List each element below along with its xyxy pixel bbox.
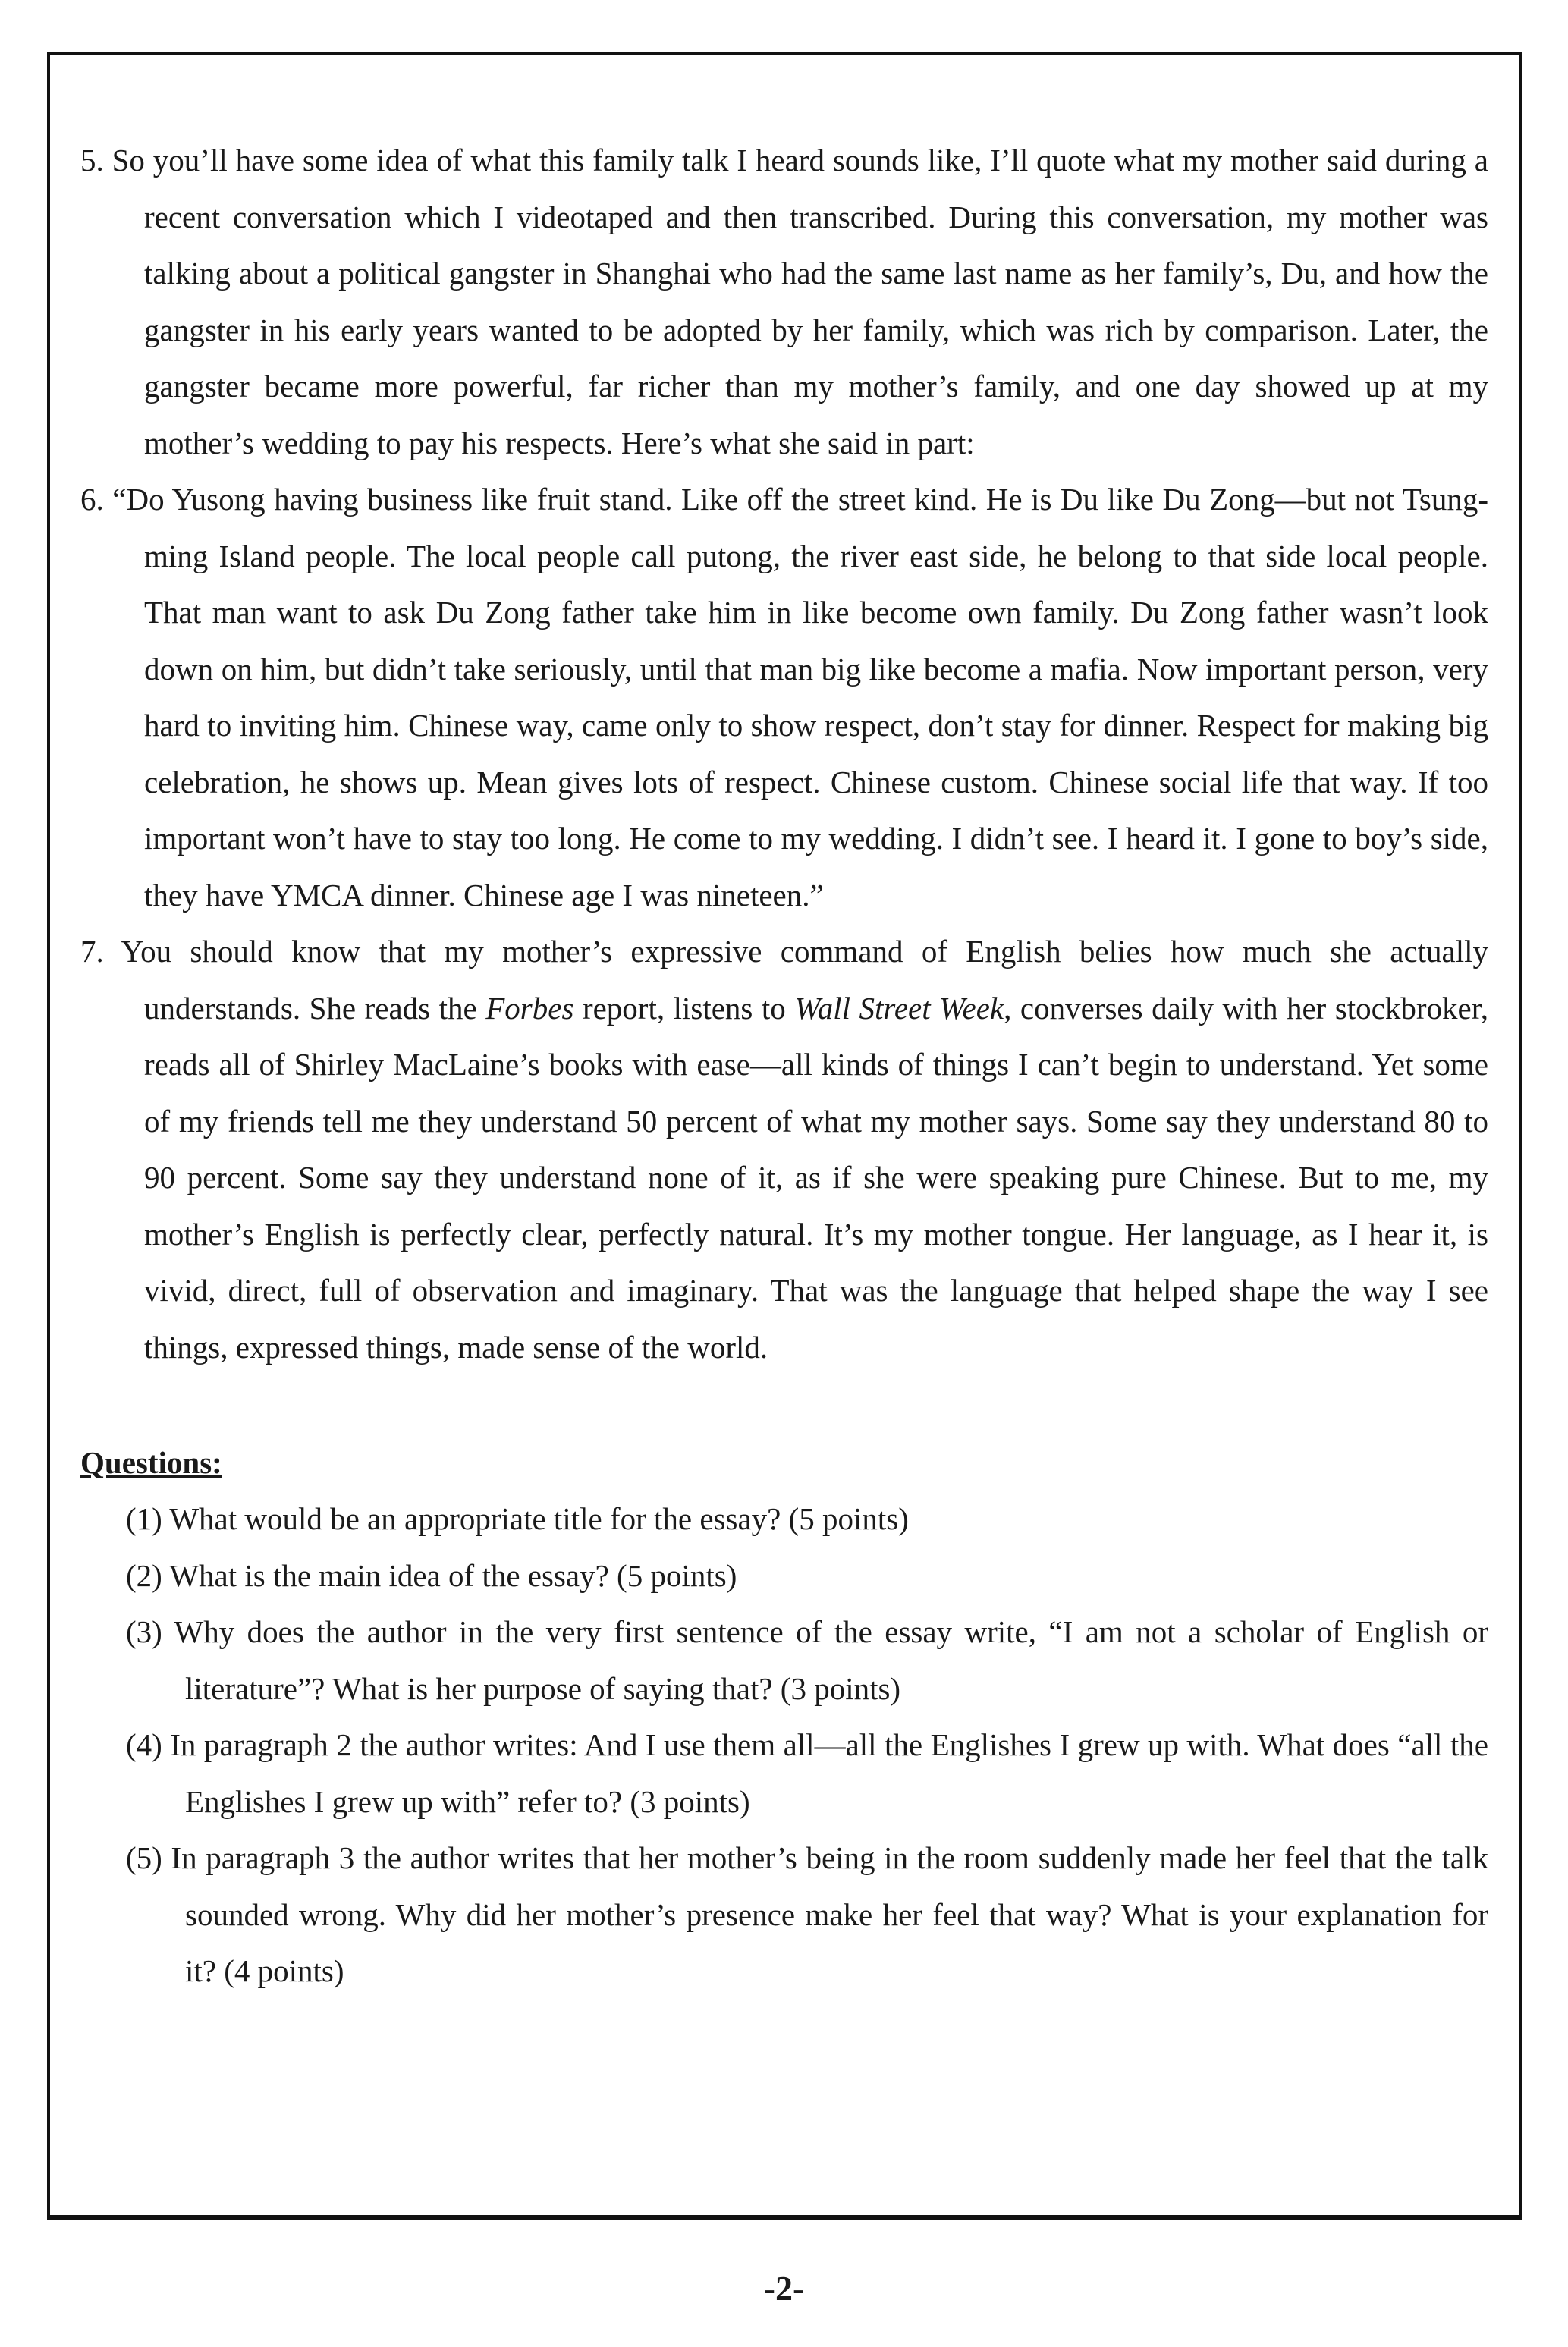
questions-list [80,1491,1488,2000]
paragraph-6 [80,471,1488,923]
page-content [80,132,1488,2000]
paragraph-number: 6. [80,482,104,517]
paragraph-7 [80,923,1488,1375]
paragraph-text: report, listens to [573,990,795,1026]
paragraph-text: You should know that my mother’s expressive command of English belies how much she actually understands. She reads the [121,934,1489,1026]
paragraph-5 [80,132,1488,471]
paragraph-text: “Do Yusong having business like fruit stand. Like off the street kind. He is Du like Du Zong—but not Tsung-ming Island people. The local people call putong, the river east side, he belong to that side local people. That man want to ask Du Zong father take him in like become own family. Du Zong father wasn’t look down on him, but didn’t take seriously, until that man big like become a mafia. Now important person, very hard to inviting him. Chinese way, came only to show respect, don’t stay for dinner. Respect for making big celebration, he shows up. Mean gives lots of respect. Chinese custom. Chinese social life that way. If too important won’t have to stay too long. He come to my wedding. I didn’t see. I heard it. I gone to boy’s side, they have YMCA dinner. Chinese age I was nineteen.” [112,482,1489,913]
page-number: -2- [763,2269,805,2308]
paragraph-number: 5. [80,143,104,178]
question-5: (5) In paragraph 3 the author writes that her mother’s being in the room suddenly made her feel that the talk sounded wrong. Why did her mother’s presence make her feel that way? What is your explanation for it? (4 points) [126,1840,1488,1988]
question-2: (2) What is the main idea of the essay? (5 points) [126,1557,737,1593]
paragraph-text: So you’ll have some idea of what this family talk I heard sounds like, I’ll quote what my mother said during a recent conversation which I videotaped and then transcribed. During this conversation, my mother was talking about a political gangster in Shanghai who had the same last name as her family’s, Du, and how the gangster in his early years wanted to be adopted by her family, which was rich by comparison. Later, the gangster became more powerful, far richer than my mother’s family, and one day showed up at my mother’s wedding to pay his respects. Here’s what she said in part: [112,143,1488,460]
questions-heading: Questions: [80,1445,222,1480]
wall-street-week-title: Wall Street Week [794,990,1004,1026]
question-3: (3) Why does the author in the very first sentence of the essay write, “I am not a scholar of English or literature”? What is her purpose of saying that? (3 points) [126,1614,1488,1706]
question-4: (4) In paragraph 2 the author writes: And I use them all—all the Englishes I grew up with. What does “all the Englishes I grew up with” refer to? (3 points) [126,1727,1488,1819]
paragraph-number: 7. [80,934,104,969]
page-frame [47,52,1522,2220]
question-1: (1) What would be an appropriate title for the essay? (5 points) [126,1501,909,1536]
forbes-title: Forbes [485,990,574,1026]
paragraph-text: , converses daily with her stockbroker, reads all of Shirley MacLaine’s books with ease—all kinds of things I can’t begin to understand. Yet some of my friends tell me they understand 50 percent of what my mother says. Some say they understand 80 to 90 percent. Some say they understand none of it, as if she were speaking pure Chinese. But to me, my mother’s English is perfectly clear, perfectly natural. It’s my mother tongue. Her language, as I hear it, is vivid, direct, full of observation and imaginary. That was the language that helped shape the way I see things, expressed things, made sense of the world. [144,990,1488,1365]
